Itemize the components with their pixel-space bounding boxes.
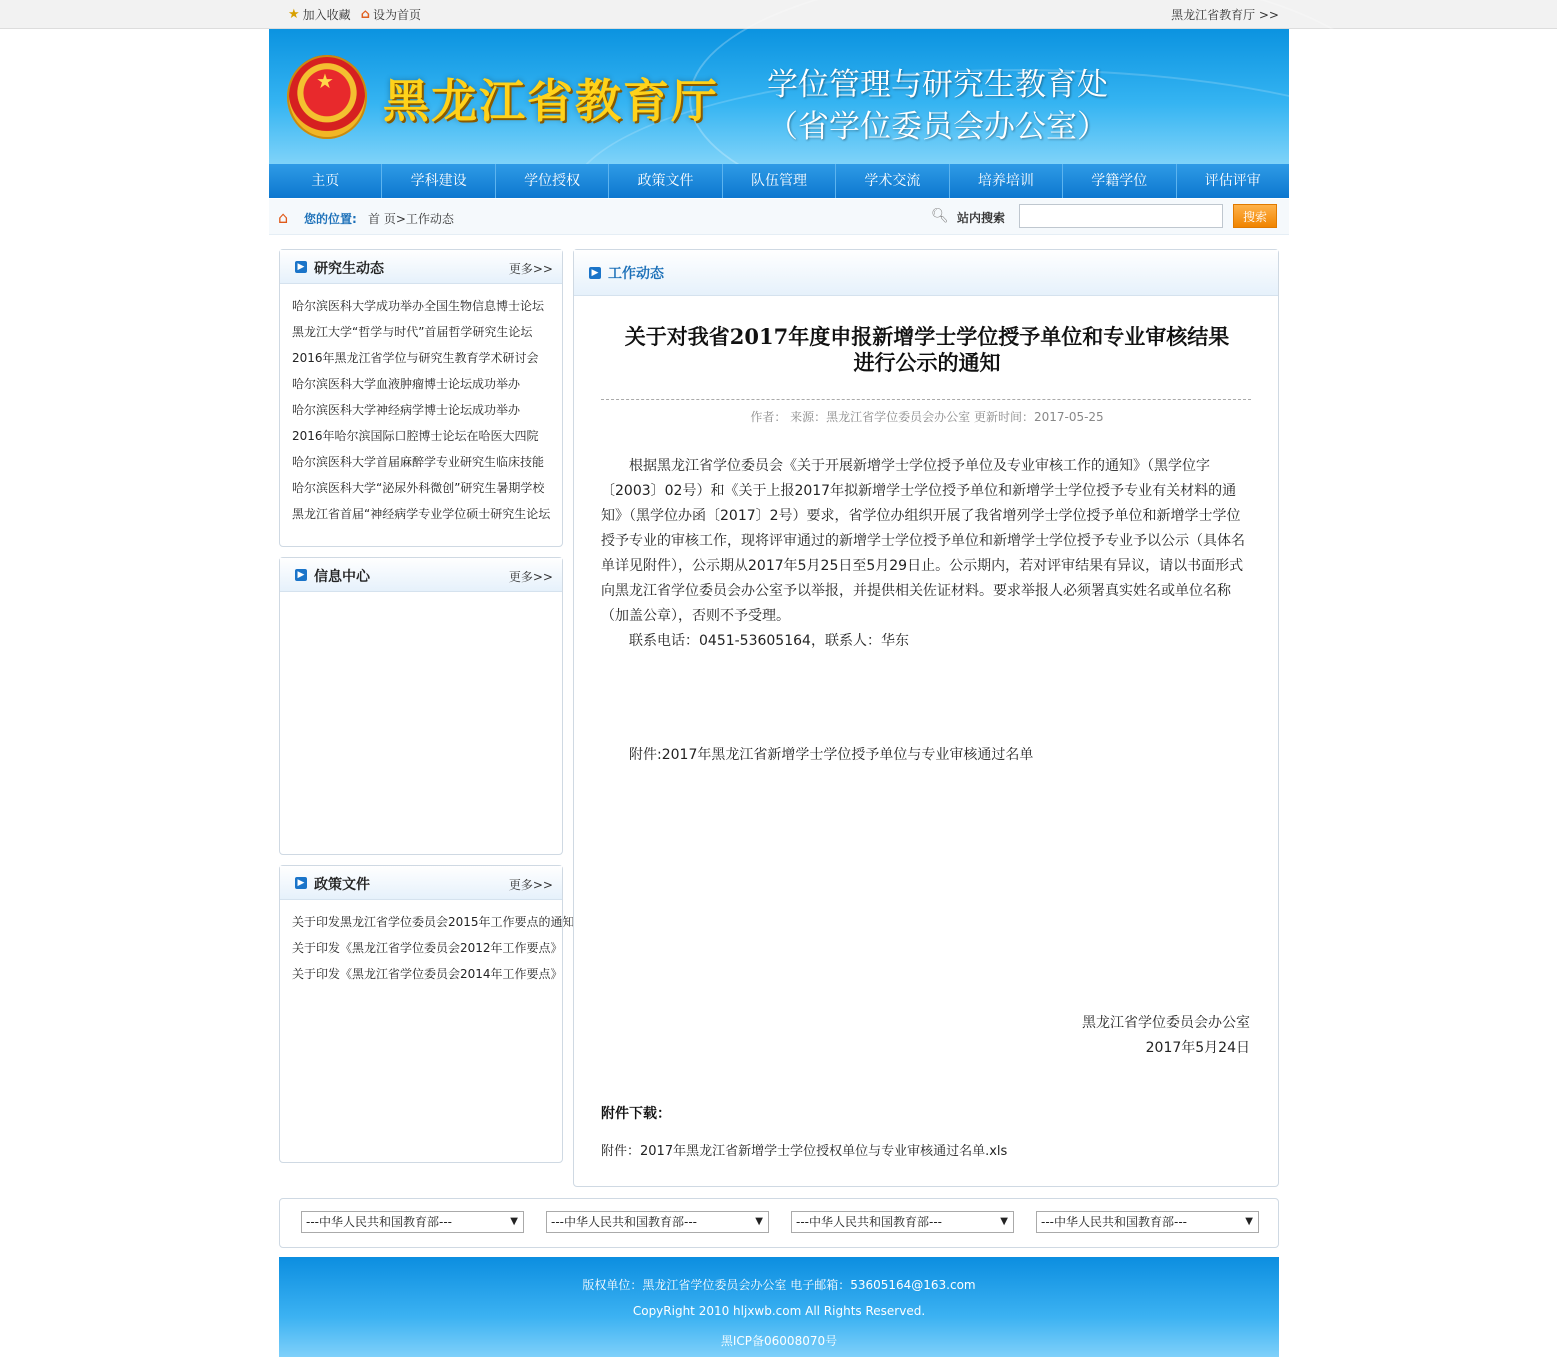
- download-title: 附件下载：: [601, 1106, 671, 1122]
- list-item[interactable]: 2016年哈尔滨国际口腔博士论坛在哈医大四院: [292, 429, 539, 443]
- list-item[interactable]: 2016年黑龙江省学位与研究生教育学术研讨会: [292, 351, 539, 365]
- nav-home[interactable]: 主页: [269, 164, 382, 198]
- info-center-panel: [279, 557, 563, 855]
- nav-enrollment[interactable]: 学籍学位: [1063, 164, 1176, 198]
- nav-discipline[interactable]: 学科建设: [382, 164, 495, 198]
- article-contact: 联系电话：0451-53605164，联系人：华东: [629, 633, 909, 649]
- star-icon: ★: [288, 7, 300, 22]
- breadcrumb: [269, 199, 1289, 235]
- add-favorite-link[interactable]: ★ 加入收藏: [288, 7, 351, 22]
- footer-copyright: CopyRight 2010 hljxwb.com All Rights Reserved.: [632, 1304, 926, 1318]
- list-item[interactable]: 哈尔滨医科大学成功举办全国生物信息博士论坛: [292, 299, 545, 313]
- article-body: [601, 454, 1251, 654]
- article-panel: [573, 249, 1279, 1187]
- attachment-note: 附件:2017年黑龙江省新增学士学位授予单位与专业审核通过名单: [629, 747, 1034, 763]
- link-select[interactable]: ---中华人民共和国教育部--- ▼: [791, 1211, 1014, 1233]
- list-item[interactable]: 黑龙江省首届“神经病学专业学位硕士研究生论坛: [292, 507, 551, 521]
- education-dept-link[interactable]: 黑龙江省教育厅 >>: [1171, 8, 1279, 22]
- panel-title: 研究生动态: [314, 261, 384, 277]
- list-item[interactable]: 关于印发《黑龙江省学位委员会2012年工作要点》: [292, 941, 563, 955]
- download-link[interactable]: 附件：2017年黑龙江省新增学士学位授权单位与专业审核通过名单.xls: [601, 1144, 1008, 1159]
- link-select[interactable]: ---中华人民共和国教育部--- ▼: [1036, 1211, 1259, 1233]
- dropdown-arrow-icon: ▼: [1000, 1216, 1008, 1227]
- list-item[interactable]: 哈尔滨医科大学首届麻醉学专业研究生临床技能: [292, 455, 545, 469]
- search-button[interactable]: 搜索: [1233, 204, 1277, 228]
- dept-name: 学位管理与研究生教育处: [767, 67, 1108, 103]
- article-title: 关于对我省2017年度申报新增学士学位授予单位和专业审核结果 进行公示的通知: [624, 324, 1230, 375]
- search-icon: 🔍︎: [931, 208, 949, 224]
- more-link[interactable]: 更多>>: [508, 262, 553, 276]
- section-title: 工作动态: [608, 266, 664, 282]
- signature-date: 2017年5月24日: [1145, 1040, 1250, 1056]
- nav-team[interactable]: 队伍管理: [723, 164, 836, 198]
- main-nav: [269, 164, 1289, 198]
- home-icon: ⌂: [278, 208, 289, 227]
- arrow-bullet-icon: ▶: [295, 569, 307, 581]
- link-select[interactable]: ---中华人民共和国教育部--- ▼: [301, 1211, 524, 1233]
- signature: 黑龙江省学位委员会办公室: [1082, 1015, 1250, 1031]
- header-banner: [269, 29, 1289, 164]
- search-label: 站内搜索: [957, 211, 1006, 225]
- more-link[interactable]: 更多>>: [508, 878, 553, 892]
- link-select[interactable]: ---中华人民共和国教育部--- ▼: [546, 1211, 769, 1233]
- breadcrumb-path[interactable]: 首 页>工作动态: [368, 212, 454, 226]
- list-item[interactable]: 哈尔滨医科大学“泌尿外科微创”研究生暑期学校: [292, 481, 545, 495]
- divider: [601, 399, 1251, 400]
- house-icon: ⌂: [360, 7, 370, 22]
- article-meta: 作者： 来源：黑龙江省学位委员会办公室 更新时间：2017-05-25: [750, 410, 1104, 424]
- nav-degree-authorization[interactable]: 学位授权: [496, 164, 609, 198]
- footer-icp: 黑ICP备06008070号: [720, 1334, 838, 1348]
- nav-policy[interactable]: 政策文件: [609, 164, 722, 198]
- arrow-bullet-icon: ▶: [589, 267, 601, 279]
- panel-title: 信息中心: [314, 569, 370, 585]
- search-input[interactable]: [1019, 204, 1223, 228]
- set-home-link[interactable]: ⌂ 设为首页: [360, 7, 421, 22]
- nav-training[interactable]: 培养培训: [950, 164, 1063, 198]
- list-item[interactable]: 关于印发黑龙江省学位委员会2015年工作要点的通知: [292, 915, 575, 929]
- more-link[interactable]: 更多>>: [508, 570, 553, 584]
- dept-subname: （省学位委员会办公室）: [767, 109, 1108, 145]
- list-item[interactable]: 黑龙江大学“哲学与时代”首届哲学研究生论坛: [292, 325, 533, 339]
- national-emblem-icon: ★: [287, 55, 367, 139]
- list-item[interactable]: 哈尔滨医科大学神经病学博士论坛成功举办: [292, 403, 521, 417]
- dropdown-arrow-icon: ▼: [1245, 1216, 1253, 1227]
- dropdown-arrow-icon: ▼: [510, 1216, 518, 1227]
- arrow-bullet-icon: ▶: [295, 877, 307, 889]
- site-logo-text: 黑龙江省教育厅: [383, 74, 719, 128]
- list-item[interactable]: 哈尔滨医科大学血液肿瘤博士论坛成功举办: [292, 377, 521, 391]
- footer-copyright-unit: 版权单位：黑龙江省学位委员会办公室 电子邮箱：53605164@163.com: [582, 1278, 976, 1292]
- breadcrumb-label: 您的位置:: [304, 212, 357, 226]
- nav-academic-exchange[interactable]: 学术交流: [836, 164, 949, 198]
- list-item[interactable]: 关于印发《黑龙江省学位委员会2014年工作要点》: [292, 967, 563, 981]
- panel-title: 政策文件: [314, 877, 370, 893]
- friend-links-bar: [279, 1198, 1279, 1248]
- footer: [279, 1257, 1279, 1357]
- policy-docs-panel: [279, 865, 575, 1163]
- article-paragraph: 根据黑龙江省学位委员会《关于开展新增学士学位授予单位及专业审核工作的通知》（黑学位字〔2003〕02号）和《关于上报2017年拟新增学士学位授予单位和新增学士学位授予专业有关材料的通知》（黑学位办函〔2017〕2号）要求，省学位办组织开展了我省增列学士学位授予单位和新增学士学位授予专业的审核工作，现将评审通过的新增学士学位授予单位和新增学士学位授予专业予以公示（具体名单详见附件），公示期从2017年5月25日至5月29日止。公示期内，若对评审结果有异议，请以书面形式向黑龙江省学位委员会办公室予以举报，并提供相关佐证材料。要求举报人必须署真实姓名或单位名称（加盖公章），否则不予受理。: [601, 458, 1245, 624]
- nav-evaluation[interactable]: 评估评审: [1204, 173, 1261, 189]
- dropdown-arrow-icon: ▼: [755, 1216, 763, 1227]
- arrow-bullet-icon: ▶: [295, 261, 307, 273]
- graduate-news-panel: [279, 249, 563, 547]
